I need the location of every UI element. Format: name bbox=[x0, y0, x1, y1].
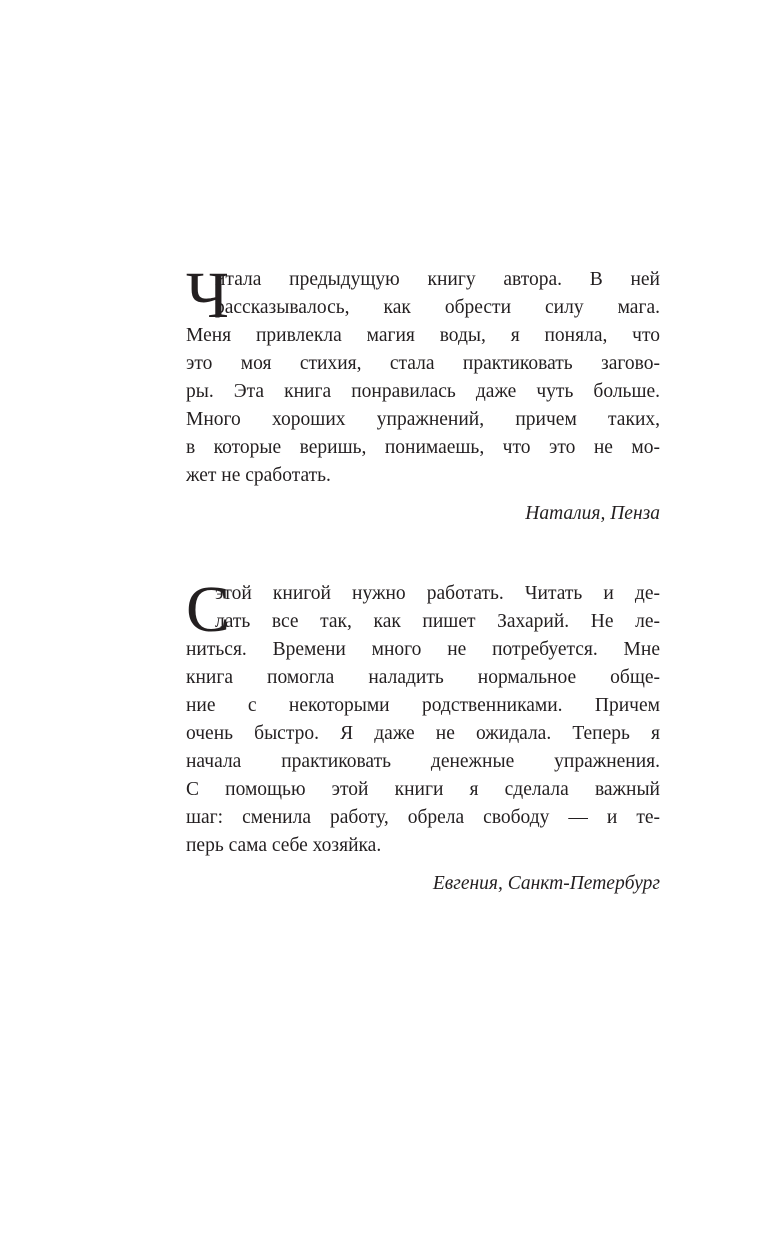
text-line: рассказывалось, как обрести силу мага. bbox=[215, 297, 660, 318]
text-line: лать все так, как пишет Захарий. Не ле- bbox=[215, 611, 660, 632]
text-line: перь сама себе хозяйка. bbox=[186, 835, 382, 856]
text-line: жет не сработать. bbox=[186, 465, 331, 486]
review-1 bbox=[186, 259, 660, 528]
text-line: очень быстро. Я даже не ожидала. Теперь я bbox=[186, 723, 660, 744]
text-line: С помощью этой книги я сделала важный bbox=[186, 779, 660, 800]
text-line: итала предыдущую книгу автора. В ней bbox=[215, 269, 660, 290]
text-line: Меня привлекла магия воды, я поняла, что bbox=[186, 325, 660, 346]
review-2 bbox=[186, 573, 660, 898]
text-line: начала практиковать денежные упражнения. bbox=[186, 751, 660, 772]
text-line: Много хороших упражнений, причем таких, bbox=[186, 409, 660, 430]
review-signature: Евгения, Санкт-Петербург bbox=[432, 873, 660, 894]
text-line: этой книгой нужно работать. Читать и де- bbox=[215, 583, 660, 604]
drop-cap: Ч bbox=[186, 259, 229, 332]
text-line: книга помогла наладить нормальное обще- bbox=[186, 667, 660, 688]
text-line: шаг: сменила работу, обрела свободу — и те- bbox=[186, 807, 660, 828]
text-line: это моя стихия, стала практиковать загово- bbox=[186, 353, 660, 374]
drop-cap: С bbox=[186, 573, 231, 646]
text-line: ние с некоторыми родственниками. Причем bbox=[186, 695, 660, 716]
text-line: ниться. Времени много не потребуется. Мне bbox=[186, 639, 660, 660]
review-signature: Наталия, Пенза bbox=[525, 503, 660, 524]
text-line: в которые веришь, понимаешь, что это не мо- bbox=[186, 437, 660, 458]
text-line: ры. Эта книга понравилась даже чуть больше. bbox=[186, 381, 660, 402]
